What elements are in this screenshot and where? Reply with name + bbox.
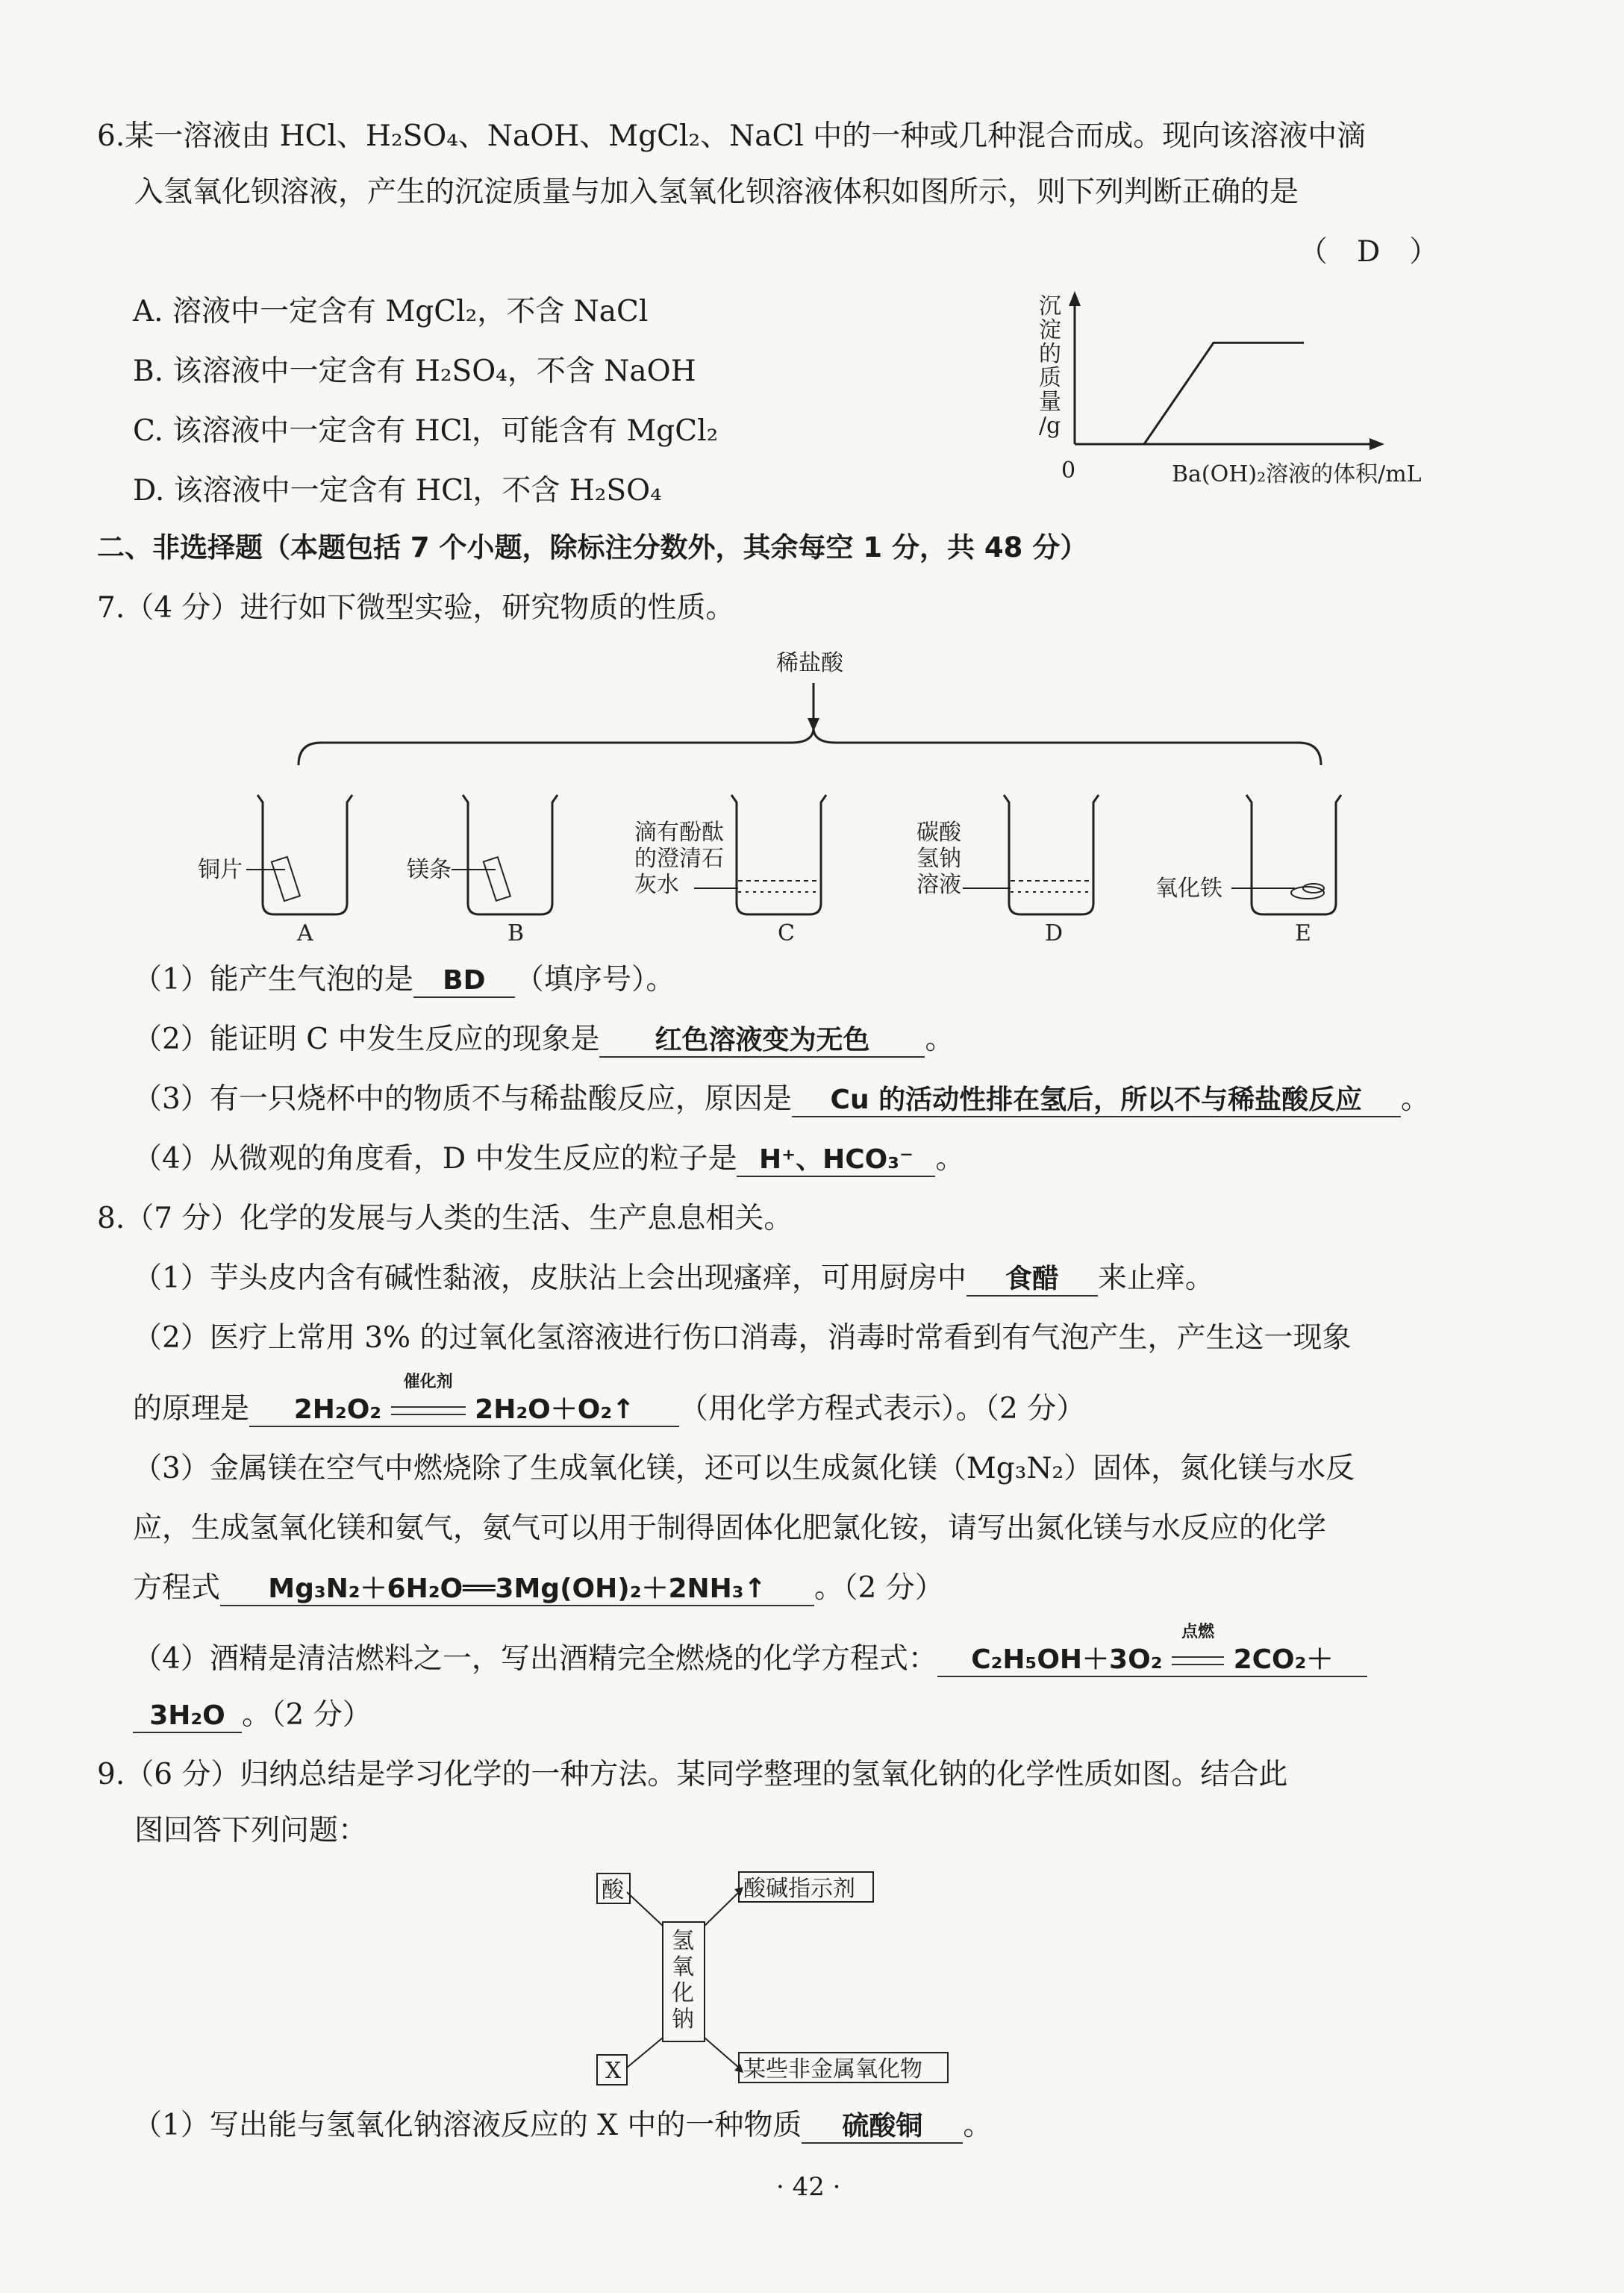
q7-part-4: （4）从微观的角度看，D 中发生反应的粒子是 H⁺、HCO₃⁻ 。 (133, 1142, 965, 1177)
q9-stem-line1: 9.（6 分）归纳总结是学习化学的一种方法。某同学整理的氢氧化钠的化学性质如图。结合此 (97, 1758, 1288, 1791)
q8-part-3-line1: （3）金属镁在空气中燃烧除了生成氧化镁，还可以生成氮化镁（Mg₃N₂）固体，氮化镁与水反 (133, 1452, 1355, 1485)
connector-bottom-left (627, 2038, 663, 2068)
center-char-2: 氧 (672, 1954, 694, 1980)
beaker-b-label: 镁条 (407, 857, 452, 883)
chart-x-arrow (1370, 438, 1384, 450)
q7-part-2: （2）能证明 C 中发生反应的现象是 红色溶液变为无色 。 (133, 1023, 954, 1058)
q9-stem-line2: 图回答下列问题： (134, 1814, 368, 1847)
q7-p4-answer: H⁺、HCO₃⁻ (737, 1144, 935, 1177)
iron-oxide-powder (1291, 887, 1324, 899)
reagent-label: 稀盐酸 (776, 650, 843, 676)
q6-option-d: D. 该溶液中一定含有 HCl，不含 H₂SO₄ (133, 474, 662, 508)
q7-p3-answer: Cu 的活动性排在氢后，所以不与稀盐酸反应 (792, 1084, 1401, 1117)
beaker-a-label: 铜片 (198, 857, 243, 883)
q8-p2-answer: 2H₂O₂ 催化剂 2H₂O＋O₂↑ (249, 1394, 679, 1427)
beaker-d (1004, 795, 1099, 914)
beaker-c-label-3: 灰水 (634, 872, 679, 898)
chart-ylabel-char: 沉 (1039, 293, 1061, 319)
chart-series-line (1075, 343, 1304, 444)
q8-part-3-line3: 方程式 Mg₃N₂＋6H₂O══3Mg(OH)₂＋2NH₃↑ 。（2 分） (133, 1571, 944, 1606)
q7-part-1: （1）能产生气泡的是 BD （填序号）。 (133, 963, 675, 998)
page-number: · 42 · (776, 2172, 841, 2202)
chart-ylabel-char: 的 (1039, 341, 1061, 367)
center-box (663, 1922, 705, 2041)
q8-part-3-line2: 应，生成氢氧化镁和氨气，氨气可以用于制得固体化肥氯化铵，请写出氮化镁与水反应的化学 (133, 1511, 1327, 1545)
q8-part-1: （1）芋头皮内含有碱性黏液，皮肤沾上会出现瘙痒，可用厨房中 食醋 来止痒。 (133, 1261, 1214, 1297)
q6-stem-line2: 入氢氧化钡溶液，产生的沉淀质量与加入氢氧化钡溶液体积如图所示，则下列判断正确的是 (134, 175, 1299, 209)
center-char-1: 氢 (672, 1928, 694, 1954)
beaker-b (463, 795, 558, 914)
chart-ylabel-char: /g (1039, 413, 1061, 439)
label-nonmetal-oxide: 某些非金属氧化物 (743, 2056, 922, 2083)
beaker-a-letter: A (297, 920, 313, 946)
distribution-brace (299, 728, 1321, 765)
q8-part-4-line2: 3H₂O 。（2 分） (133, 1698, 372, 1733)
beaker-e-letter: E (1295, 920, 1311, 946)
q8-stem: 8.（7 分）化学的发展与人类的生活、生产息息相关。 (97, 1202, 793, 1235)
beaker-c-letter: C (778, 920, 795, 946)
connector-bottom-right (705, 2038, 739, 2068)
chart-origin-label: 0 (1061, 458, 1076, 484)
q6-option-b: B. 该溶液中一定含有 H₂SO₄，不含 NaOH (133, 355, 696, 388)
beaker-d-label-2: 氢钠 (916, 846, 961, 872)
copper-strip (272, 857, 300, 901)
center-char-4: 钠 (672, 2006, 694, 2032)
connector-top-left (627, 1892, 663, 1926)
q8-part-2-line1: （2）医疗上常用 3% 的过氧化氢溶液进行伤口消毒，消毒时常看到有气泡产生，产生这一现象 (133, 1321, 1352, 1355)
chart-ylabel-char: 量 (1039, 389, 1061, 415)
beaker-c-label-1: 滴有酚酞 (634, 820, 724, 846)
beaker-b-letter: B (508, 920, 525, 946)
section-2-heading: 二、非选择题（本题包括 7 个小题，除标注分数外，其余每空 1 分，共 48 分） (97, 531, 1088, 564)
beaker-d-letter: D (1045, 920, 1064, 946)
q7-part-3: （3）有一只烧杯中的物质不与稀盐酸反应，原因是 Cu 的活动性排在氢后，所以不与稀盐酸反应 。 (133, 1082, 1430, 1117)
q8-p3-answer: Mg₃N₂＋6H₂O══3Mg(OH)₂＋2NH₃↑ (220, 1573, 814, 1606)
catalyst-condition: 催化剂 (391, 1394, 466, 1426)
beaker-d-label-1: 碳酸 (916, 820, 961, 846)
q8-part-4-line1: （4）酒精是清洁燃料之一，写出酒精完全燃烧的化学方程式： C₂H₅OH＋3O₂ 点燃 2CO₂＋ (133, 1642, 1367, 1677)
beaker-e (1246, 795, 1341, 914)
q7-stem: 7.（4 分）进行如下微型实验，研究物质的性质。 (97, 591, 735, 625)
beaker-c (731, 795, 826, 914)
chart-ylabel-char: 质 (1039, 365, 1061, 391)
q9-p1-answer: 硫酸铜 (802, 2110, 963, 2144)
box-indicator (739, 1872, 873, 1902)
q9-part-1: （1）写出能与氢氧化钠溶液反应的 X 中的一种物质 硫酸铜 。 (133, 2109, 992, 2144)
magnesium-strip (484, 857, 510, 900)
reagent-arrow-head (808, 718, 819, 731)
ignite-condition: 点燃 (1172, 1644, 1224, 1676)
label-indicator: 酸碱指示剂 (743, 1876, 855, 1902)
label-acid: 酸 (602, 1877, 624, 1903)
box-acid (597, 1874, 630, 1903)
q6-stem-line1: 6.某一溶液由 HCl、H₂SO₄、NaOH、MgCl₂、NaCl 中的一种或几种混合而成。现向该溶液中滴 (97, 119, 1367, 153)
chart-ylabel (1039, 293, 1061, 439)
q8-p4-answer-cont: 3H₂O (133, 1700, 242, 1733)
chart-y-arrow (1069, 291, 1081, 306)
chart-xlabel: Ba(OH)₂溶液的体积/mL (1172, 461, 1422, 487)
beaker-e-label: 氧化铁 (1155, 876, 1222, 902)
q7-p1-answer: BD (413, 964, 515, 998)
q8-part-2-line2: 的原理是 2H₂O₂ 催化剂 2H₂O＋O₂↑ （用化学方程式表示）。（2 分） (133, 1392, 1085, 1427)
center-char-3: 化 (672, 1980, 694, 2006)
connector-top-right (705, 1892, 739, 1926)
beaker-d-label-3: 溶液 (916, 872, 961, 898)
beaker-c-label-2: 的澄清石 (634, 846, 724, 872)
label-x: X (605, 2058, 622, 2084)
q6-answer-bracket: （ D ） (1299, 235, 1439, 269)
box-x (597, 2055, 627, 2085)
q6-option-a: A. 溶液中一定含有 MgCl₂，不含 NaCl (133, 295, 649, 328)
beaker-a (257, 795, 352, 914)
q8-p4-answer: C₂H₅OH＋3O₂ 点燃 2CO₂＋ (937, 1644, 1367, 1677)
q6-option-c: C. 该溶液中一定含有 HCl，可能含有 MgCl₂ (133, 414, 719, 448)
q7-p2-answer: 红色溶液变为无色 (599, 1024, 925, 1058)
q8-p1-answer: 食醋 (966, 1263, 1098, 1297)
box-nonmetal-oxide (739, 2053, 948, 2083)
chart-ylabel-char: 淀 (1039, 317, 1061, 343)
